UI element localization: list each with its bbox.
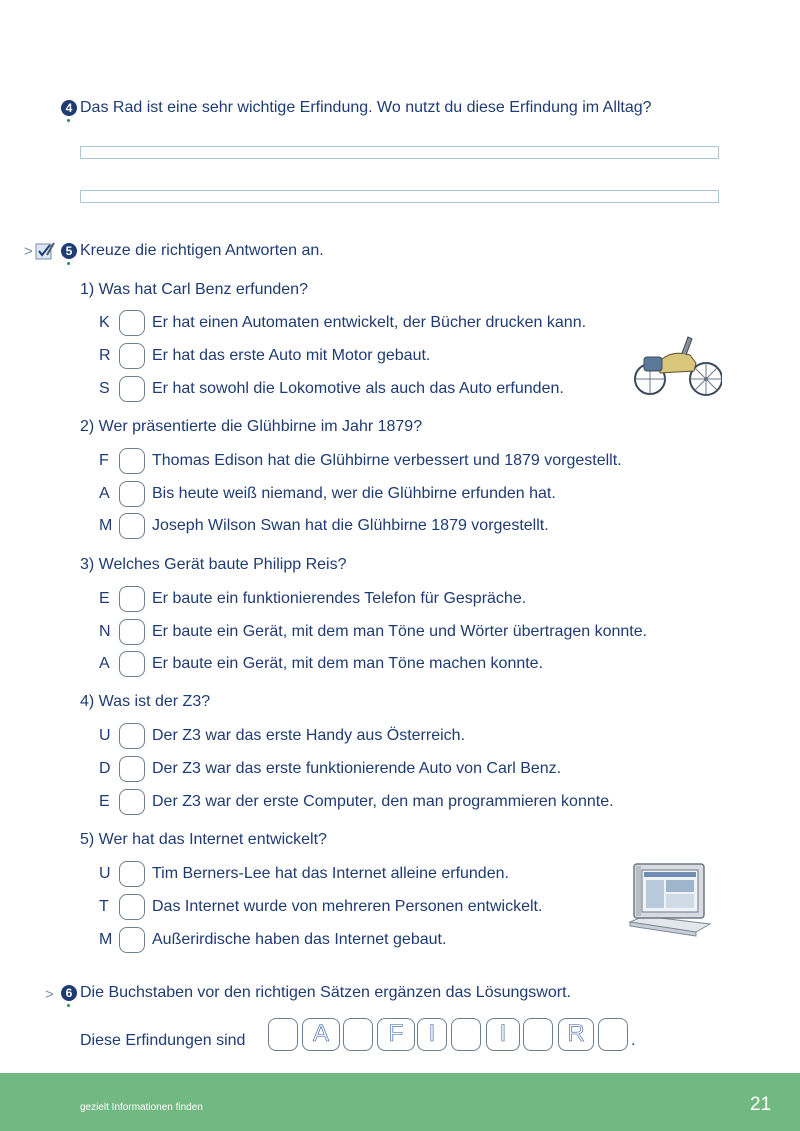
page-footer	[0, 1073, 800, 1131]
option-letter: N	[99, 623, 111, 640]
differentiation-marker: >	[24, 243, 33, 260]
computer-illustration	[626, 860, 712, 944]
solution-letter-box[interactable]: R	[558, 1018, 594, 1051]
task-5-text: Kreuze die richtigen Antworten an.	[80, 242, 324, 259]
footer-topic: gezielt Informationen finden	[80, 1102, 203, 1113]
pencil-check-icon	[35, 241, 55, 261]
solution-suffix: .	[631, 1032, 636, 1049]
option-letter: A	[99, 485, 110, 502]
solution-letter-box[interactable]	[343, 1018, 373, 1051]
answer-checkbox[interactable]	[119, 619, 145, 645]
solution-letter-box[interactable]	[523, 1018, 553, 1051]
option-text: Joseph Wilson Swan hat die Glühbirne 1879 vorgestellt.	[152, 517, 549, 534]
task-4-number-badge: 4	[61, 100, 77, 116]
question-1: 1) Was hat Carl Benz erfunden?	[80, 281, 308, 298]
solution-letter-box[interactable]	[451, 1018, 481, 1051]
answer-checkbox[interactable]	[119, 861, 145, 887]
option-letter: T	[99, 898, 109, 915]
option-text: Er baute ein Gerät, mit dem man Töne und Wörter übertragen konnte.	[152, 623, 648, 640]
option-letter: R	[99, 347, 111, 364]
answer-checkbox[interactable]	[119, 343, 145, 369]
option-text: Der Z3 war der erste Computer, den man programmieren konnte.	[152, 793, 614, 810]
option-text: Tim Berners-Lee hat das Internet alleine erfunden.	[152, 865, 509, 882]
option-text: Der Z3 war das erste funktionierende Auto von Carl Benz.	[152, 760, 562, 777]
answer-checkbox[interactable]	[119, 586, 145, 612]
question-3: 3) Welches Gerät baute Philipp Reis?	[80, 556, 347, 573]
answer-line-1[interactable]	[80, 146, 719, 159]
answer-checkbox[interactable]	[119, 651, 145, 677]
task-4-text: Das Rad ist eine sehr wichtige Erfindung. Wo nutzt du diese Erfindung im Alltag?	[80, 99, 652, 116]
question-4: 4) Was ist der Z3?	[80, 693, 211, 710]
task-5-number-badge: 5	[61, 243, 77, 259]
option-text: Außerirdische haben das Internet gebaut.	[152, 931, 447, 948]
question-2: 2) Wer präsentierte die Glühbirne im Jahr 1879?	[80, 418, 423, 435]
answer-checkbox[interactable]	[119, 723, 145, 749]
option-text: Das Internet wurde von mehreren Personen entwickelt.	[152, 898, 543, 915]
task-6-number-badge: 6	[61, 985, 77, 1001]
solution-letter-box[interactable]: F	[377, 1018, 415, 1051]
option-letter: E	[99, 793, 110, 810]
question-5: 5) Wer hat das Internet entwickelt?	[80, 831, 327, 848]
answer-checkbox[interactable]	[119, 448, 145, 474]
option-text: Er hat sowohl die Lokomotive als auch das Auto erfunden.	[152, 380, 564, 397]
answer-checkbox[interactable]	[119, 894, 145, 920]
answer-checkbox[interactable]	[119, 376, 145, 402]
page-number: 21	[750, 1094, 772, 1115]
option-letter: K	[99, 314, 110, 331]
answer-checkbox[interactable]	[119, 310, 145, 336]
option-letter: M	[99, 931, 113, 948]
solution-letter-box[interactable]: I	[486, 1018, 520, 1051]
answer-checkbox[interactable]	[119, 756, 145, 782]
answer-checkbox[interactable]	[119, 927, 145, 953]
answer-checkbox[interactable]	[119, 789, 145, 815]
option-letter: M	[99, 517, 113, 534]
option-text: Er hat einen Automaten entwickelt, der Bücher drucken kann.	[152, 314, 587, 331]
solution-letter-box[interactable]	[598, 1018, 628, 1051]
solution-prefix: Diese Erfindungen sind	[80, 1032, 246, 1049]
differentiation-marker: >	[45, 986, 54, 1003]
answer-checkbox[interactable]	[119, 513, 145, 539]
solution-letter-box[interactable]: A	[302, 1018, 340, 1051]
option-text: Er baute ein Gerät, mit dem man Töne machen konnte.	[152, 655, 544, 672]
option-text: Er hat das erste Auto mit Motor gebaut.	[152, 347, 431, 364]
option-text: Thomas Edison hat die Glühbirne verbessert und 1879 vorgestellt.	[152, 452, 622, 469]
option-letter: U	[99, 727, 111, 744]
option-letter: E	[99, 590, 110, 607]
benz-car-illustration	[630, 333, 722, 399]
option-letter: A	[99, 655, 110, 672]
task-6-text: Die Buchstaben vor den richtigen Sätzen ergänzen das Lösungswort.	[80, 984, 571, 1001]
option-letter: U	[99, 865, 111, 882]
option-text: Bis heute weiß niemand, wer die Glühbirne erfunden hat.	[152, 485, 556, 502]
solution-letter-box[interactable]	[268, 1018, 298, 1051]
option-text: Der Z3 war das erste Handy aus Österreich.	[152, 727, 466, 744]
option-text: Er baute ein funktionierendes Telefon für Gespräche.	[152, 590, 527, 607]
option-letter: S	[99, 380, 110, 397]
solution-letter-box[interactable]: I	[417, 1018, 447, 1051]
option-letter: D	[99, 760, 111, 777]
answer-line-2[interactable]	[80, 190, 719, 203]
answer-checkbox[interactable]	[119, 481, 145, 507]
option-letter: F	[99, 452, 109, 469]
